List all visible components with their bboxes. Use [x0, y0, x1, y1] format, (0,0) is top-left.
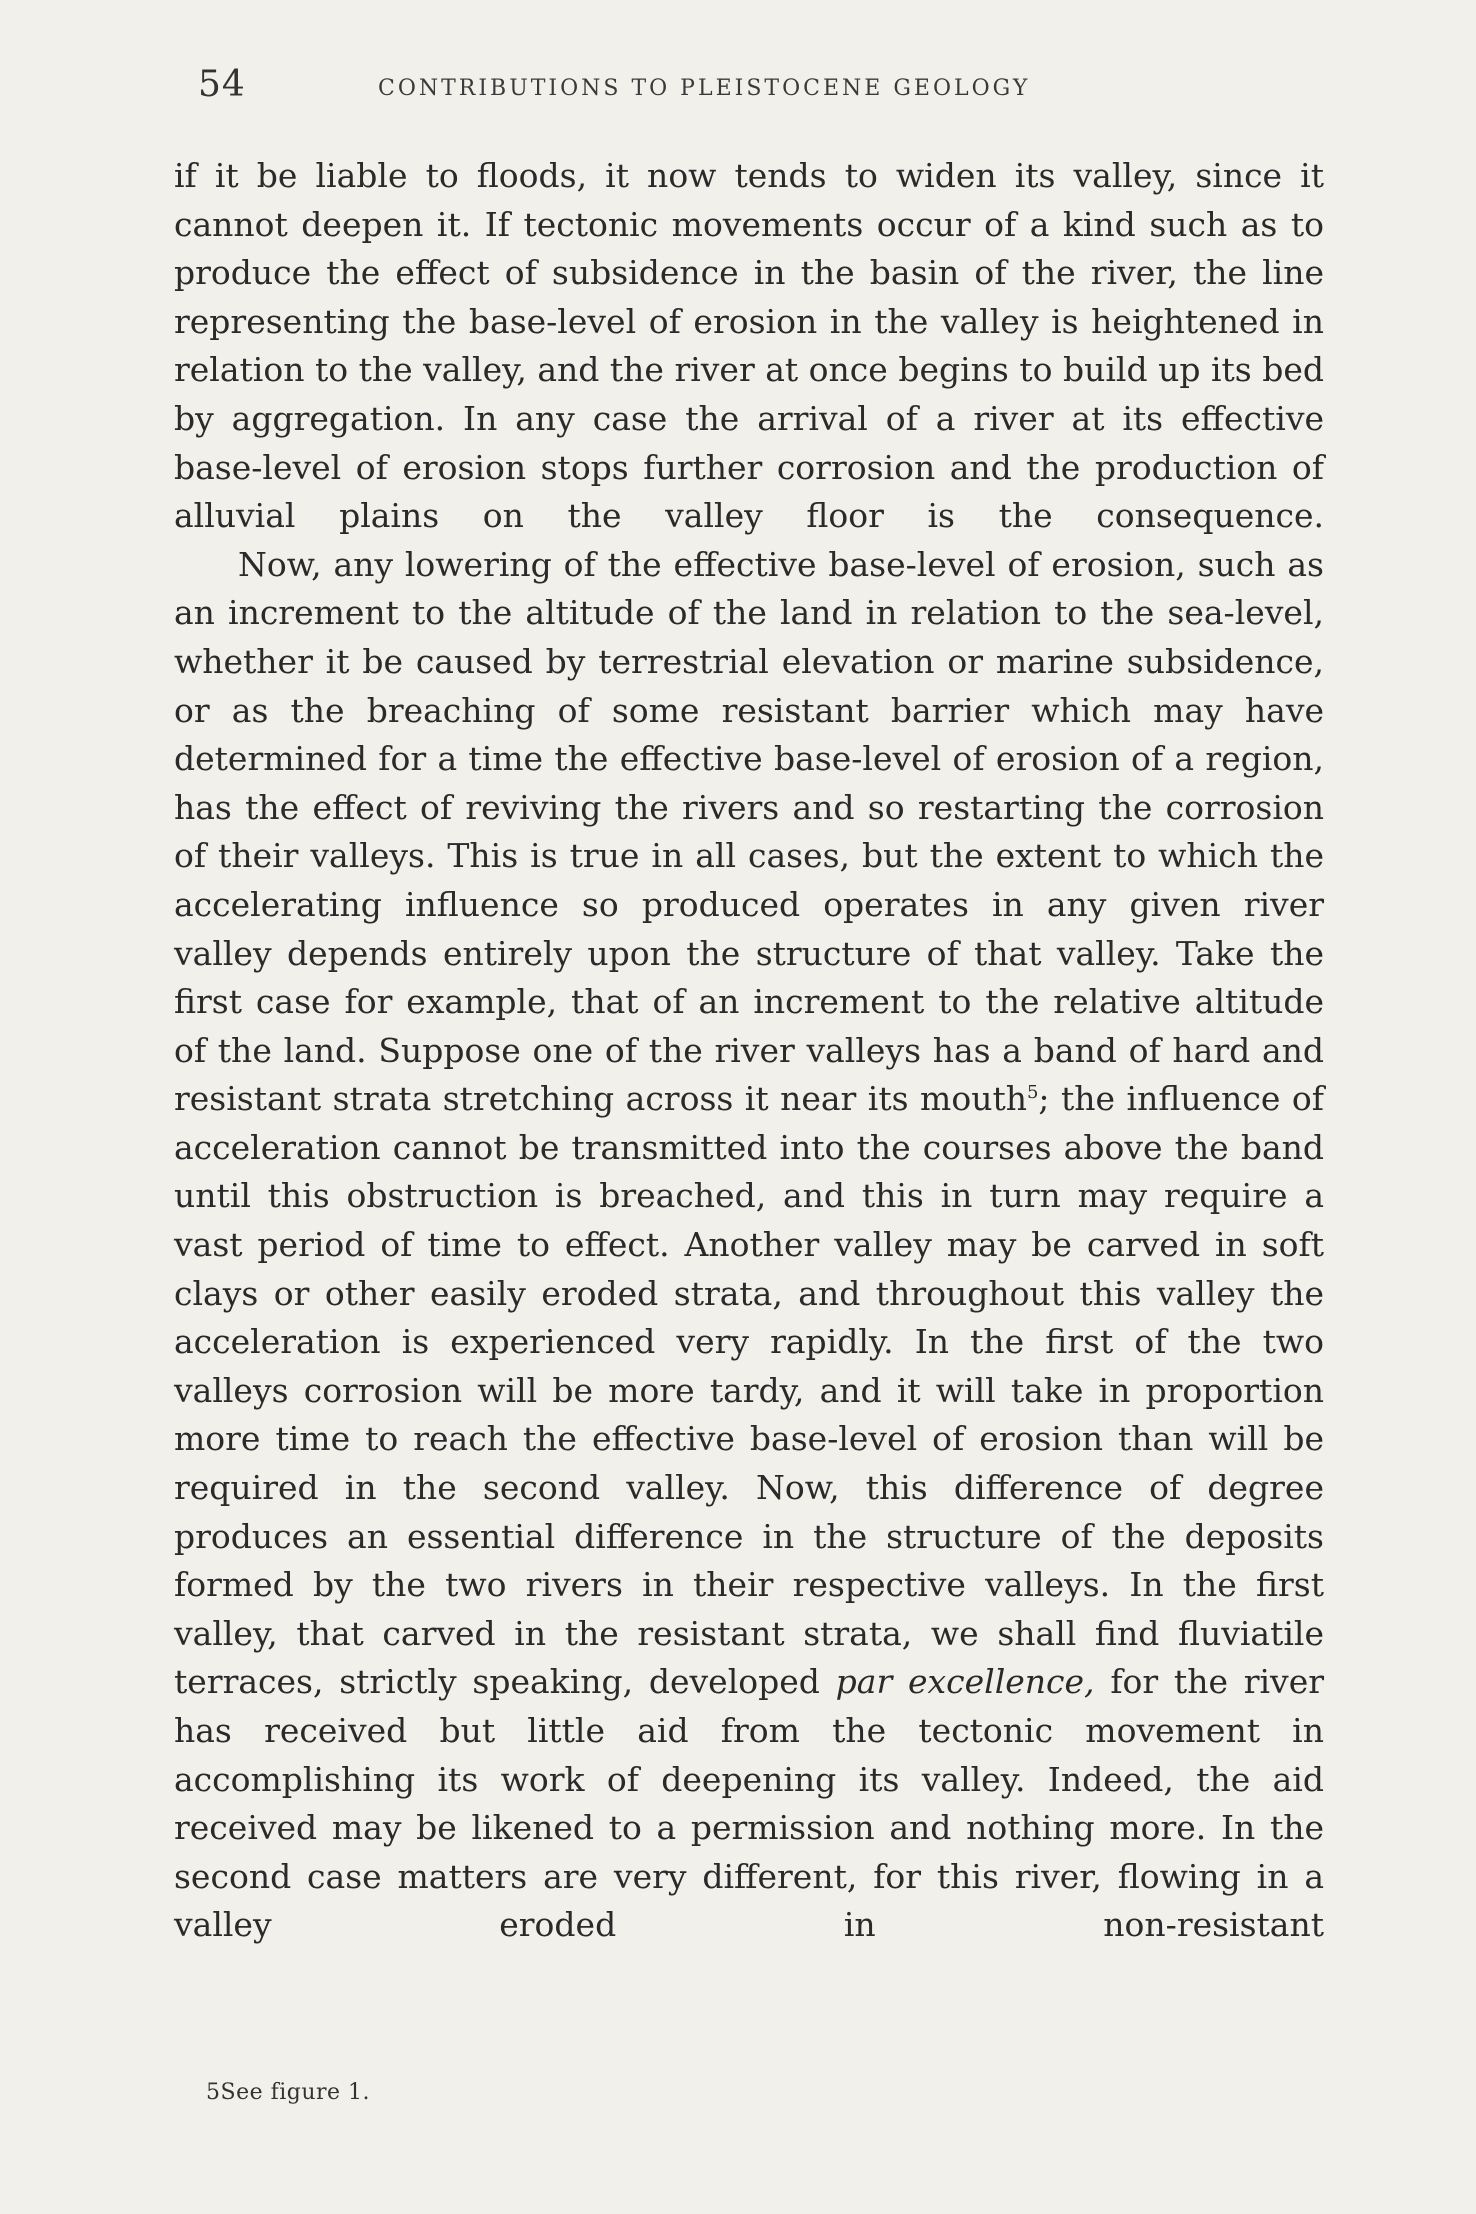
footnote: 5See figure 1. [206, 2080, 371, 2105]
paragraph-1-text: if it be liable to floods, it now tends to widen its valley, since it cannot deepen it. If tectonic movements occur of a kind such as to produce the effect of subsidence in the basin of the river, the line representing the base-level of erosion in the valley is heightened in relation to the valley, and the river at once begins to build up its bed by aggregation. In any case the arrival of a river at its effective base-level of erosion stops further corrosion and the production of alluvial plains on the valley floor is the consequence. [174, 156, 1324, 536]
paragraph-2 [174, 541, 1324, 1950]
paragraph-2-text-b: ; the influence of acceleration cannot be transmitted into the courses above the band until this obstruction is breached, and this in turn may require a vast period of time to effect. Another valley may be carved in soft clays or other easily eroded strata, and throughout this valley the acceleration is experienced very rapidly. In the first of the two valleys corrosion will be more tardy, and it will take in proportion more time to reach the effective base-level of erosion than will be required in the second valley. Now, this difference of degree produces an essential difference in the structure of the deposits formed by the two rivers in their respective valleys. In the first valley, that carved in the resistant strata, we shall find fluviatile terraces, strictly speaking, developed [174, 1079, 1324, 1702]
footnote-reference: 5 [1026, 1082, 1039, 1104]
paragraph-2-text-c: for the river has received but little aid from the tectonic movement in accomplishing its work of deepening its valley. Indeed, the aid received may be likened to a permission and nothing more. In the second case matters are very different, for this river, flowing in a valley eroded in non-resistant [174, 1662, 1325, 1945]
italic-phrase: par excellence, [835, 1662, 1095, 1702]
paragraph-1 [174, 152, 1324, 541]
running-head: CONTRIBUTIONS TO PLEISTOCENE GEOLOGY [378, 76, 1031, 101]
page-number: 54 [198, 64, 246, 105]
paragraph-2-text-a: Now, any lowering of the effective base-level of erosion, such as an increment to the altitude of the land in relation to the sea-level, whether it be caused by terrestrial elevation or marine subsidence, or as the breaching of some resistant barrier which may have determined for a time the effective base-level of erosion of a region, has the effect of reviving the rivers and so restarting the corrosion of their valleys. This is true in all cases, but the extent to which the accelerating influence so produced operates in any given river valley depends entirely upon the structure of that valley. Take the first case for example, that of an increment to the relative altitude of the land. Suppose one of the river valleys has a band of hard and resistant strata stretching across it near its mouth [174, 544, 1324, 1119]
body-text [174, 152, 1324, 1950]
page-header [198, 64, 1328, 114]
